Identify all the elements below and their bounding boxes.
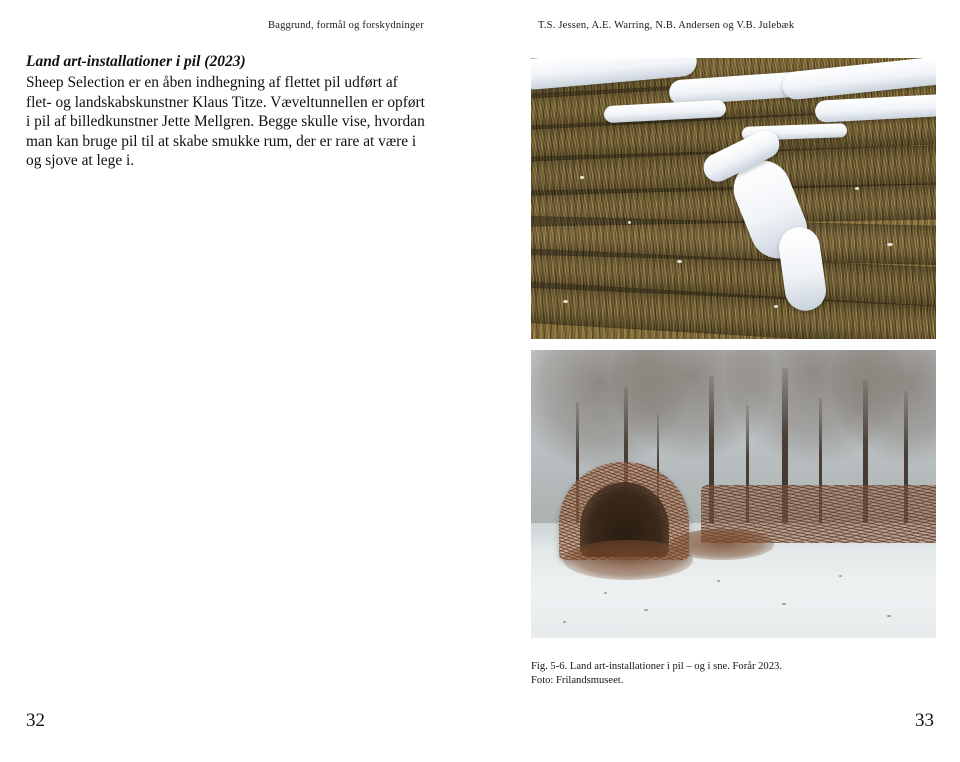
section-title: Land art-installationer i pil (2023): [26, 53, 246, 70]
snow-speck: [563, 300, 568, 303]
leaf-litter: [669, 529, 774, 561]
running-head-right: T.S. Jessen, A.E. Warring, N.B. Andersen og V.B. Julebæk: [538, 20, 795, 31]
photo-willow-tunnel-in-snow: [531, 350, 936, 638]
photo-woven-willow-with-snow: [531, 58, 936, 339]
caption-line-1: Fig. 5-6. Land art-installationer i pil – og i sne. Forår 2023.: [531, 661, 782, 672]
running-head-left: Baggrund, formål og forskydninger: [268, 20, 424, 31]
caption-line-2: Foto: Frilandsmuseet.: [531, 674, 624, 686]
page-number-left: 32: [26, 710, 45, 731]
left-page-text-column: [26, 52, 426, 171]
ground-speck: [604, 592, 607, 594]
figure-caption: [531, 660, 951, 687]
ground-speck: [839, 575, 842, 577]
page-number-right: 33: [915, 710, 934, 731]
body-paragraph: Sheep Selection er en åben indhegning af flettet pil udført af flet- og landskabskunstner Klaus Titze. Væveltunnellen er opført i pil af billedkunstner Jette Mellgren. Begge skulle vise, hvordan man kan bruge pil til at skabe smukke rum, der er rare at være i og sjove at lege i.: [26, 74, 425, 170]
snow-speck: [580, 176, 584, 179]
